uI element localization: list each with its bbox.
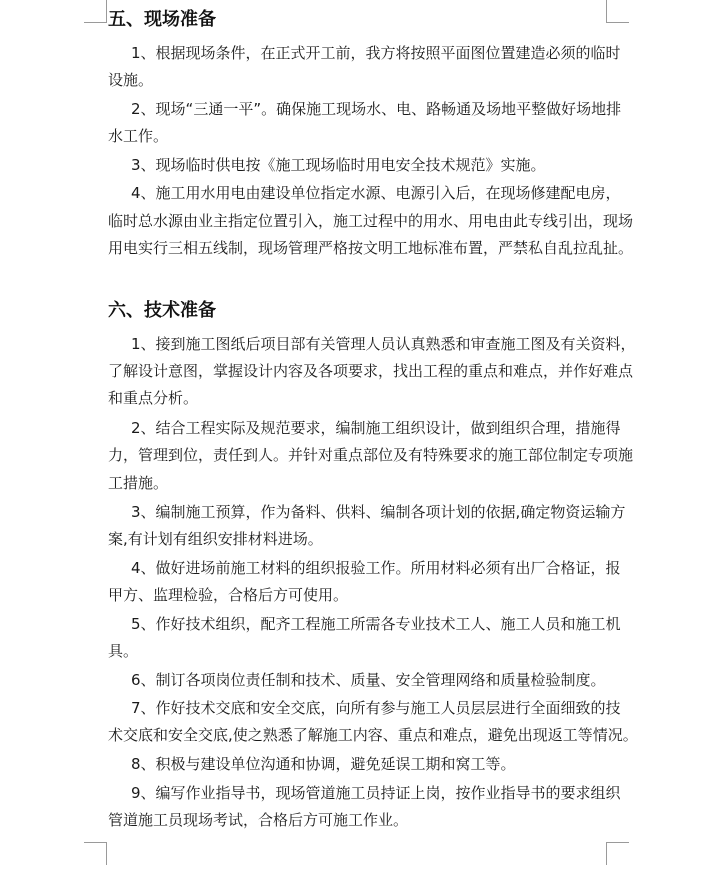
paragraph-line: 术交底和安全交底,使之熟悉了解施工内容、重点和难点，避免出现返工等情况。 — [108, 726, 638, 744]
paragraph-line: 临时总水源由业主指定位置引入，施工过程中的用水、用电由此专线引出，现场 — [108, 212, 634, 230]
paragraph-line: 9、编写作业指导书，现场管道施工员持证上岗，按作业指导书的要求组织 — [131, 784, 621, 802]
paragraph-line: 2、现场“三通一平”。确保施工现场水、电、路畅通及场地平整做好场地排 — [131, 100, 622, 118]
crop-mark-bottom-left — [84, 842, 107, 865]
section-heading: 六、技术准备 — [108, 300, 216, 321]
crop-mark-bottom-right — [606, 842, 629, 865]
paragraph-line: 水工作。 — [108, 127, 169, 145]
paragraph-line: 甲方、监理检验，合格后方可使用。 — [108, 586, 349, 604]
paragraph-line: 用电实行三相五线制，现场管理严格按文明工地标准布置，严禁私自乱拉乱扯。 — [108, 239, 634, 257]
section-heading: 五、现场准备 — [108, 9, 216, 30]
paragraph-line: 了解设计意图，掌握设计内容及各项要求，找出工程的重点和难点，并作好难点 — [108, 362, 634, 380]
paragraph-line: 6、制订各项岗位责任制和技术、质量、安全管理网络和质量检验制度。 — [131, 671, 606, 689]
paragraph-line: 力，管理到位，责任到人。并针对重点部位及有特殊要求的施工部位制定专项施 — [108, 446, 634, 464]
paragraph-line: 4、做好进场前施工材料的组织报验工作。所用材料必须有出厂合格证，报 — [131, 559, 621, 577]
paragraph-line: 1、接到施工图纸后项目部有关管理人员认真熟悉和审查施工图及有关资料， — [131, 335, 636, 353]
paragraph-line: 3、现场临时供电按《施工现场临时用电安全技术规范》实施。 — [131, 156, 546, 174]
crop-mark-top-left — [84, 0, 107, 23]
paragraph-line: 2、结合工程实际及规范要求，编制施工组织设计，做到组织合理，措施得 — [131, 419, 621, 437]
paragraph-line: 和重点分析。 — [108, 389, 199, 407]
paragraph-line: 管道施工员现场考试，合格后方可施工作业。 — [108, 811, 409, 829]
paragraph-line: 具。 — [108, 642, 139, 660]
paragraph-line: 3、编制施工预算，作为备料、供料、编制各项计划的依据,确定物资运输方 — [131, 503, 626, 521]
paragraph-line: 设施。 — [108, 71, 154, 89]
paragraph-line: 工措施。 — [108, 474, 169, 492]
paragraph-line: 1、根据现场条件，在正式开工前，我方将按照平面图位置建造必须的临时 — [131, 44, 621, 62]
paragraph-line: 7、作好技术交底和安全交底，向所有参与施工人员层层进行全面细致的技 — [131, 699, 621, 717]
paragraph-line: 案,有计划有组织安排材料进场。 — [108, 530, 323, 548]
paragraph-line: 8、积极与建设单位沟通和协调，避免延误工期和窝工等。 — [131, 755, 516, 773]
paragraph-line: 5、作好技术组织，配齐工程施工所需各专业技术工人、施工人员和施工机 — [131, 615, 621, 633]
crop-mark-top-right — [606, 0, 629, 23]
paragraph-line: 4、施工用水用电由建设单位指定水源、电源引入后，在现场修建配电房， — [131, 184, 621, 202]
